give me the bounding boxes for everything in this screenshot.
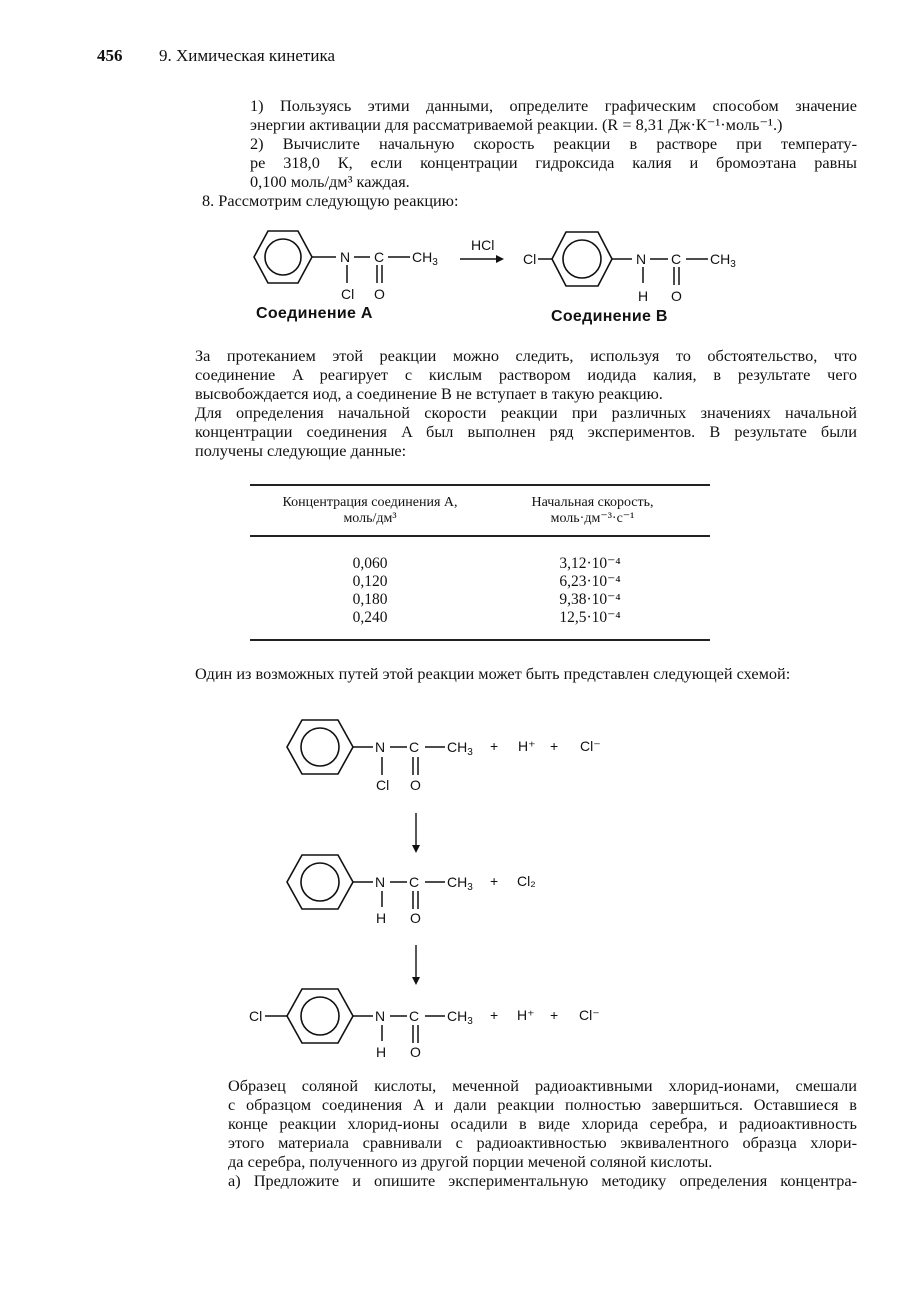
chlorine-molecule: Cl₂ bbox=[517, 873, 536, 889]
item-1 bbox=[250, 96, 857, 134]
plus-sign: + bbox=[490, 1007, 499, 1023]
plus-sign: + bbox=[490, 738, 499, 754]
atom-o: O bbox=[671, 288, 682, 304]
atom-cl: Cl bbox=[341, 286, 355, 302]
chloride-ion: Cl⁻ bbox=[579, 1007, 600, 1023]
atom-ch3: $CH_3$ bbox=[447, 1008, 473, 1027]
scheme-intro-text: Один из возможных путей этой реакции может быть представлен следующей схемой: bbox=[195, 664, 791, 683]
atom-ch3: $CH_3$ bbox=[710, 251, 736, 270]
table-header-rate: Начальная скорость, моль·дм⁻³·с⁻¹ bbox=[531, 495, 654, 526]
text-line: да серебра, полученного из другой порции меченой соляной кислоты. bbox=[228, 1152, 713, 1171]
benzene-ring-icon bbox=[287, 720, 353, 774]
text-line: соединение A реагирует с кислым раствором иодида калия, в результате чего bbox=[195, 365, 857, 384]
text-line: 2) Вычислите начальную скорость реакции в растворе при температу- bbox=[250, 134, 857, 153]
cell-rate: 6,23·10⁻⁴ bbox=[559, 573, 621, 590]
scheme-intro bbox=[195, 664, 790, 683]
compound-b-label: Соединение B bbox=[551, 308, 668, 325]
atom-n: N bbox=[375, 874, 386, 890]
item-2 bbox=[250, 134, 857, 191]
text-line: получены следующие данные: bbox=[195, 441, 407, 460]
benzene-ring-icon bbox=[287, 989, 353, 1043]
proton: H⁺ bbox=[518, 738, 536, 754]
benzene-ring-icon bbox=[287, 855, 353, 909]
plus-sign: + bbox=[550, 738, 559, 754]
atom-h: H bbox=[376, 1044, 387, 1060]
reagent-hcl: HCl bbox=[471, 237, 495, 253]
atom-h: H bbox=[376, 910, 387, 926]
table-top-rule bbox=[250, 484, 710, 486]
text-line: а) Предложите и опишите экспериментальную методику определения концентра- bbox=[228, 1171, 857, 1190]
text-line: высвобождается иод, а соединение B не вступает в такую реакцию. bbox=[195, 384, 663, 403]
closing-paragraph bbox=[228, 1076, 857, 1190]
text-line: с образцом соединения A и дали реакции полностью завершиться. Оставшиеся в bbox=[228, 1095, 857, 1114]
cell-concentration: 0,240 bbox=[352, 609, 388, 626]
table-row bbox=[250, 555, 490, 627]
table-bottom-rule bbox=[250, 639, 710, 641]
atom-c: C bbox=[671, 251, 682, 267]
atom-n: N bbox=[636, 251, 647, 267]
atom-o: O bbox=[410, 1044, 421, 1060]
atom-h: H bbox=[638, 288, 649, 304]
atom-cl-para: Cl bbox=[249, 1008, 263, 1024]
atom-o: O bbox=[410, 777, 421, 793]
arrow-down-icon bbox=[412, 813, 420, 853]
text-line: Для определения начальной скорости реакции при различных значениях начальной bbox=[195, 403, 857, 422]
atom-o: O bbox=[374, 286, 385, 302]
problem-8-heading bbox=[202, 191, 458, 210]
atom-ch3: $CH_3$ bbox=[447, 874, 473, 893]
text-line: конце реакции хлорид-ионы осадили в виде хлорида серебра, и радиоактивность bbox=[228, 1114, 857, 1133]
arrow-down-icon bbox=[412, 945, 420, 985]
text-line: За протеканием этой реакции можно следить, используя то обстоятельство, что bbox=[195, 346, 857, 365]
compound-a-label: Соединение A bbox=[256, 305, 373, 322]
cell-concentration: 0,120 bbox=[352, 573, 388, 590]
cell-concentration: 0,180 bbox=[352, 591, 388, 608]
mechanism-scheme bbox=[230, 705, 650, 1065]
cell-concentration: 0,060 bbox=[352, 555, 388, 572]
description-paragraph bbox=[195, 346, 857, 460]
atom-ch3: $CH_3$ bbox=[447, 739, 473, 758]
atom-cl-para: Cl bbox=[523, 251, 537, 267]
cell-rate: 9,38·10⁻⁴ bbox=[559, 591, 621, 608]
plus-sign: + bbox=[490, 873, 499, 889]
text-line: 0,100 моль/дм³ каждая. bbox=[250, 172, 410, 191]
page-number: 456 bbox=[97, 46, 123, 65]
chapter-title: 9. Химическая кинетика bbox=[159, 46, 335, 65]
atom-c: C bbox=[409, 874, 420, 890]
atom-n: N bbox=[340, 249, 351, 265]
cell-rate: 3,12·10⁻⁴ bbox=[559, 555, 621, 572]
cell-rate: 12,5·10⁻⁴ bbox=[559, 609, 621, 626]
text-line: 1) Пользуясь этими данными, определите графическим способом значение bbox=[250, 96, 857, 115]
proton: H⁺ bbox=[517, 1007, 535, 1023]
atom-ch3: $CH_3$ bbox=[412, 249, 438, 268]
atom-c: C bbox=[409, 1008, 420, 1024]
table-row bbox=[490, 555, 690, 627]
benzene-ring-icon bbox=[254, 231, 312, 283]
text-line: этого материала сравнивали с радиоактивностью эквивалентного образца хлори- bbox=[228, 1133, 857, 1152]
text-line: Образец соляной кислоты, меченной радиоактивными хлорид-ионами, смешали bbox=[228, 1076, 857, 1095]
data-table bbox=[250, 484, 710, 644]
problem-8-text: 8. Рассмотрим следующую реакцию: bbox=[202, 191, 459, 210]
benzene-ring-icon bbox=[552, 232, 612, 286]
atom-n: N bbox=[375, 1008, 386, 1024]
table-header-concentration: Концентрация соединения A, моль/дм³ bbox=[282, 495, 458, 526]
text-line: энергии активации для рассматриваемой реакции. (R = 8,31 Дж·К⁻¹·моль⁻¹.) bbox=[250, 115, 783, 134]
text-line: ре 318,0 К, если концентрации гидроксида калия и бромоэтана равны bbox=[250, 153, 857, 172]
atom-n: N bbox=[375, 739, 386, 755]
chloride-ion: Cl⁻ bbox=[580, 738, 601, 754]
text-line: концентрации соединения A был выполнен ряд экспериментов. В результате были bbox=[195, 422, 857, 441]
atom-o: O bbox=[410, 910, 421, 926]
plus-sign: + bbox=[550, 1007, 559, 1023]
atom-cl: Cl bbox=[376, 777, 390, 793]
atom-c: C bbox=[409, 739, 420, 755]
reaction-arrow-icon bbox=[460, 255, 504, 263]
atom-c: C bbox=[374, 249, 385, 265]
table-header-rule bbox=[250, 535, 710, 537]
